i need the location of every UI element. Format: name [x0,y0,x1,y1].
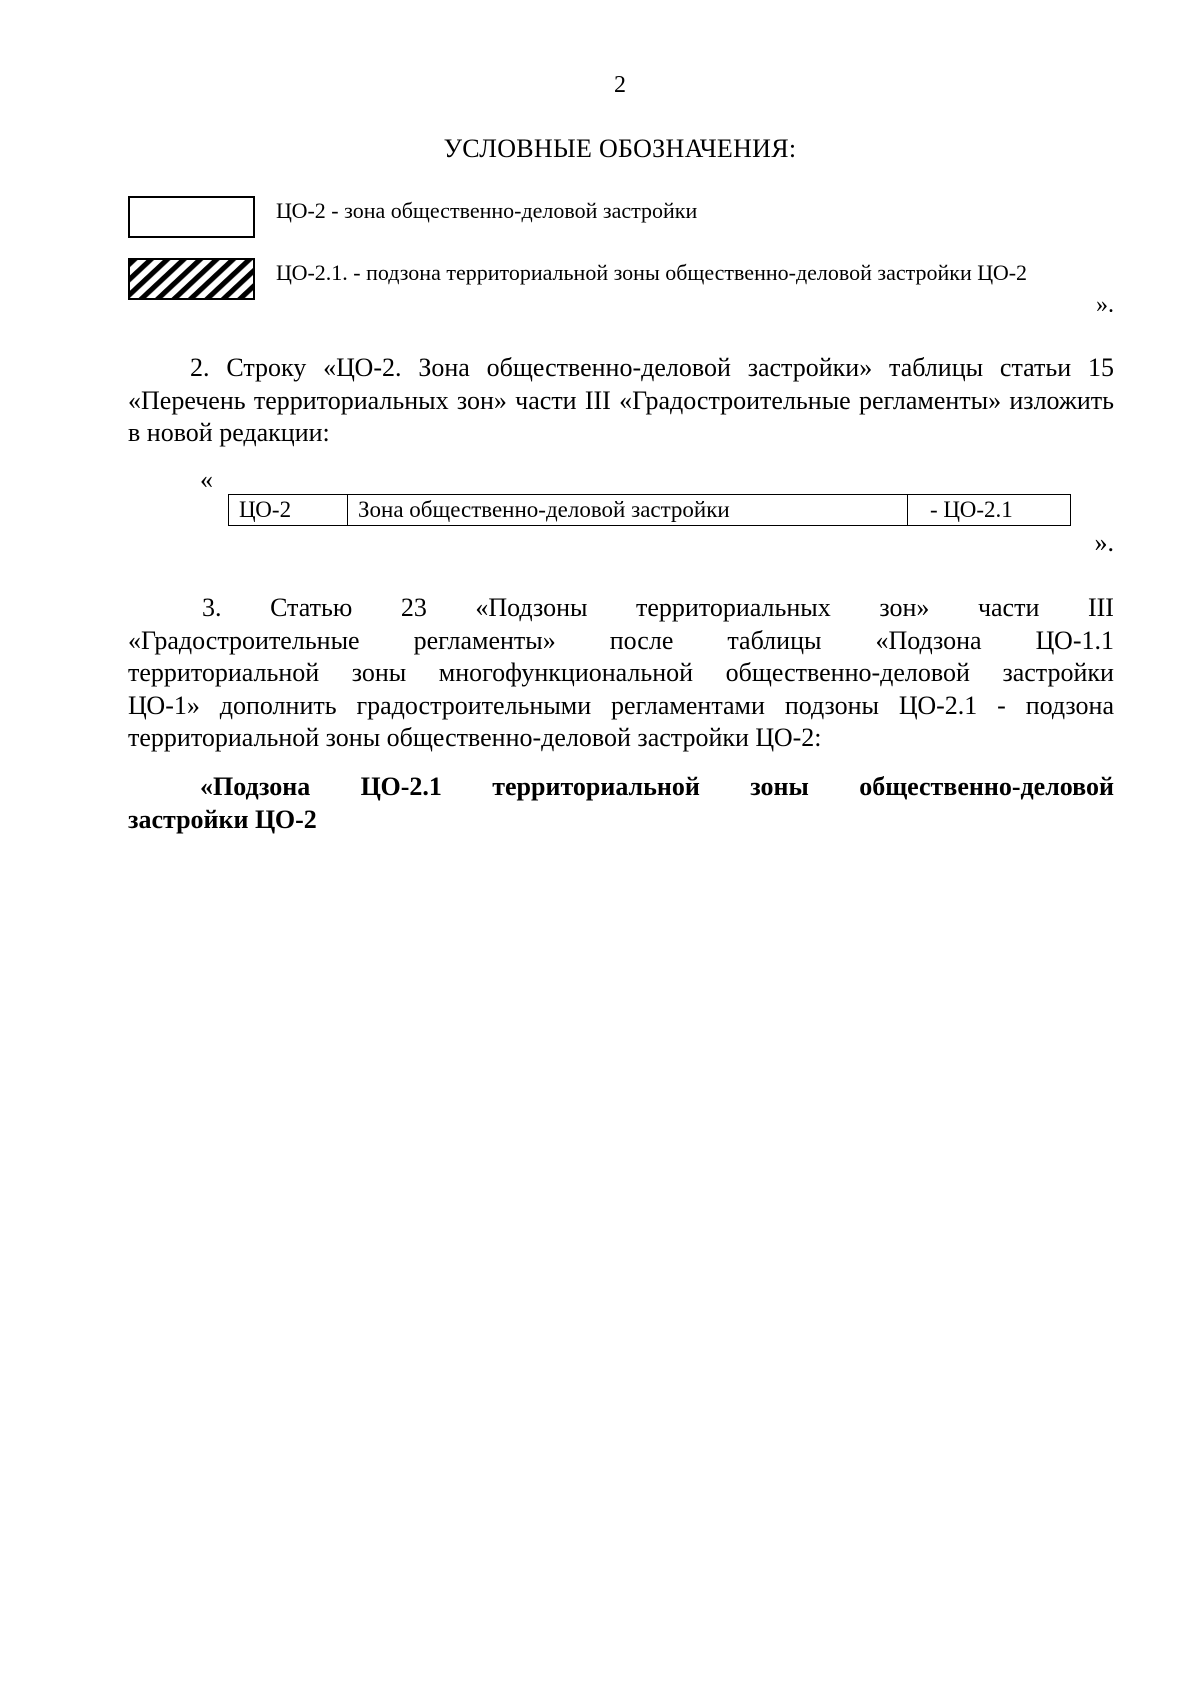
table-open-quote: « [200,465,213,494]
table-cell-name: Зона общественно-деловой застройки [348,495,908,526]
paragraph-3-word: регламентами [611,690,765,720]
paragraph-3-word: 3. [202,593,222,622]
heading-word: застройки ЦО-2 [128,804,317,834]
heading-line [128,770,1114,803]
paragraph-3-word: территориальных [636,593,831,622]
paragraph-3-word: регламенты» [413,625,556,655]
legend-swatch-hatched [128,258,255,300]
heading-word: «Подзона [200,772,311,801]
paragraph-3-line [128,657,1114,690]
paragraph-3-word: территориальной [128,658,320,687]
paragraph-3-word: территориальной зоны общественно-деловой застройки ЦО-2: [128,723,822,752]
legend-closing-quote: ». [1096,292,1114,318]
paragraph-3-word: после [609,625,674,655]
paragraph-3-word: зоны [351,658,407,687]
table-cell-code: ЦО-2 [229,495,348,526]
paragraph-3-word: Статью [270,593,353,622]
paragraph-3-word: подзона [1025,690,1114,720]
paragraph-3-word: дополнить [219,690,337,720]
paragraph-3-line [128,690,1114,723]
paragraph-3-word: «Подзоны [475,593,588,622]
heading-word: зоны [750,772,809,801]
heading-line [128,803,1114,836]
paragraph-3-word: многофункциональной [438,658,694,687]
paragraph-3-word: общественно-деловой [725,658,970,687]
heading-word: общественно-деловой [859,772,1114,801]
legend-item-label: ЦО-2 - зона общественно-деловой застройки [276,198,698,223]
table-row [229,495,1071,526]
legend-swatch-plain [128,196,255,238]
paragraph-3-word: таблицы [727,625,822,655]
table-closing-quote: ». [1094,528,1114,557]
paragraph-3-word: 23 [400,593,427,622]
paragraph-3-word: части [977,593,1040,622]
heading-word: ЦО-2.1 [360,772,442,801]
paragraph-3-word: III [1087,593,1114,622]
paragraph-3-line [128,722,1114,755]
legend-item-label: ЦО-2.1. - подзона территориальной зоны общественно-деловой застройки ЦО-2 [276,260,1028,285]
heading-word: территориальной [492,772,700,801]
paragraph-3-word: ЦО-1.1 [1035,625,1114,655]
paragraph-3-word: подзоны [784,690,880,720]
paragraph-3-word: ЦО-2.1 [898,690,978,720]
paragraph-3-word: застройки [1002,658,1114,687]
paragraph-3-line [128,592,1114,625]
paragraph-3-word: зон» [879,593,930,622]
paragraph-3-word: - [997,690,1006,720]
page-number: 2 [614,72,626,98]
paragraph-3-line [128,625,1114,658]
paragraph-3-word: «Подзона [875,625,982,655]
zone-table [228,494,1071,526]
paragraph-3-word: «Градостроительные [128,625,360,655]
legend-title: УСЛОВНЫЕ ОБОЗНАЧЕНИЯ: [443,134,797,163]
section-heading [128,770,1114,835]
paragraph-2: 2. Строку «ЦО-2. Зона общественно-деловой застройки» таблицы статьи 15 «Перечень территориальных зон» части III «Градостроительные регламенты» изложить в новой редакции: [128,353,1114,447]
table-cell-subzone: - ЦО-2.1 [908,495,1071,526]
paragraph-3 [128,592,1114,755]
paragraph-3-word: ЦО-1» [128,690,200,720]
paragraph-3-word: градостроительными [356,690,592,720]
